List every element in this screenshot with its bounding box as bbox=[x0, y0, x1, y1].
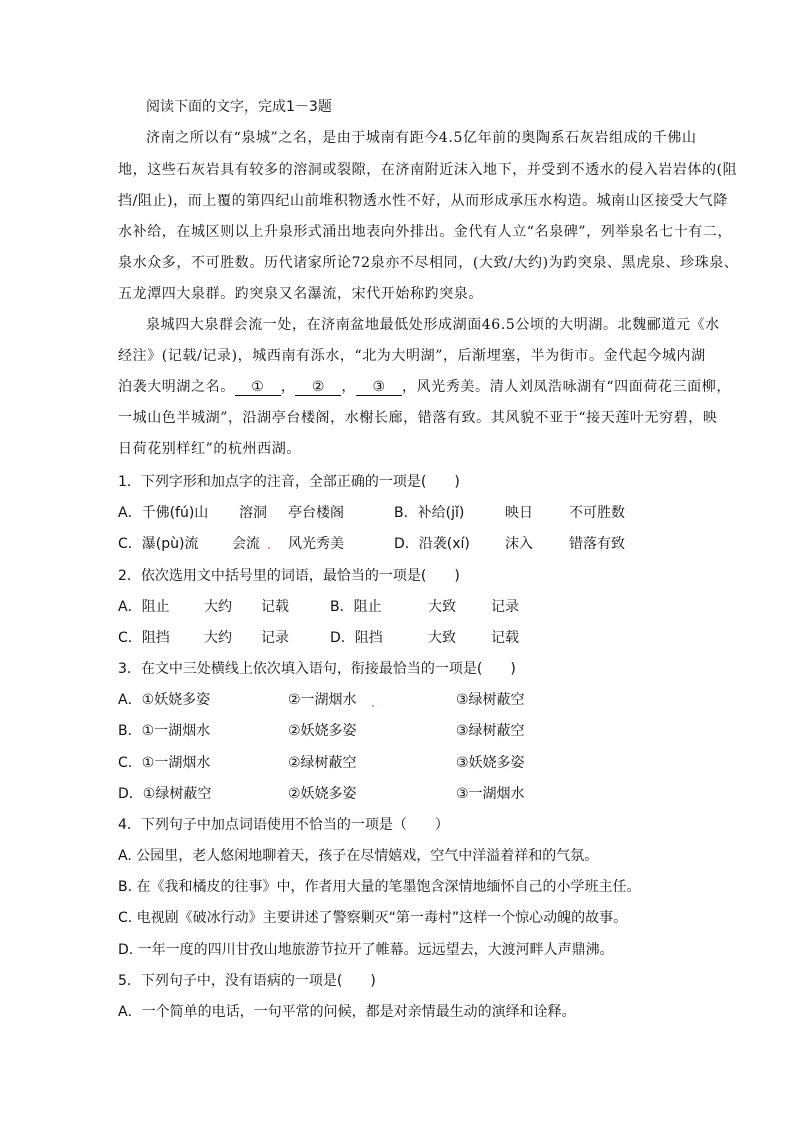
separator: ， bbox=[341, 379, 357, 395]
passage-line: 济南之所以有“泉城”之名，是由于城南有距今4.5亿年前的奥陶系石灰岩组成的千佛山 bbox=[146, 130, 697, 146]
passage-text: ，风光秀美。清人刘凤浩咏湖有“四面荷花三面柳， bbox=[402, 379, 731, 395]
q3-option-c-2: ②绿树蔽空 bbox=[288, 755, 357, 771]
emphasis-dot bbox=[372, 705, 374, 707]
blank-2: ② bbox=[295, 379, 341, 396]
passage-line: 挡/阻止)，而上覆的第四纪山前堆积物透水性不好，从而形成承压水构造。城南山区接受大气降 bbox=[118, 193, 728, 209]
passage-line: 日荷花别样红”的杭州西湖。 bbox=[118, 441, 301, 457]
q3-option-b-2: ②妖娆多姿 bbox=[288, 723, 357, 739]
q1-option-c-word: 会流 bbox=[232, 536, 260, 552]
q2-option-d: D．阻挡 bbox=[330, 630, 383, 646]
question-4-stem: 4．下列句子中加点词语使用不恰当的一项是（ ） bbox=[118, 817, 449, 833]
q1-option-a-word: 溶洞 bbox=[239, 505, 267, 521]
passage-line: 一城山色半城湖”，沿湖亭台楼阁，水榭长廊，错落有致。其风貌不亚于“接天莲叶无穷碧，映 bbox=[118, 410, 718, 426]
q1-option-b-word: 映日 bbox=[505, 505, 533, 521]
q2-option-a: A．阻止 bbox=[118, 599, 170, 615]
q2-option-d-word: 大致 bbox=[428, 630, 456, 646]
q4-option-a: A. 公园里，老人悠闲地聊着天，孩子在尽情嬉戏，空气中洋溢着祥和的气氛。 bbox=[118, 848, 599, 864]
q1-option-a: A．千佛(fú)山 bbox=[118, 505, 209, 521]
q2-option-d-word: 记载 bbox=[491, 630, 519, 646]
q2-option-a-word: 大约 bbox=[204, 599, 232, 615]
q3-option-d: D．①绿树蔽空 bbox=[118, 786, 212, 802]
passage-line: 泉水众多，不可胜数。历代诸家所论72泉亦不尽相同，(大致/大约)为趵突泉、黑虎泉、珍珠泉、 bbox=[118, 255, 739, 271]
q2-option-b-word: 大致 bbox=[428, 599, 456, 615]
q3-option-a-3: ③绿树蔽空 bbox=[456, 692, 525, 708]
q2-option-c-word: 大约 bbox=[204, 630, 232, 646]
q1-option-d: D．沿袭(xí) bbox=[394, 536, 470, 552]
q4-option-d: D. 一年一度的四川甘孜山地旅游节拉开了帷幕。远远望去，大渡河畔人声鼎沸。 bbox=[118, 942, 614, 958]
q1-option-b-word: 不可胜数 bbox=[569, 505, 625, 521]
q5-option-a: A．一个简单的电话，一句平常的问候，都是对亲情最生动的演绎和诠释。 bbox=[118, 1004, 576, 1020]
q1-option-b: B．补给(jǐ) bbox=[394, 505, 465, 521]
q3-option-c: C．①一湖烟水 bbox=[118, 755, 211, 771]
separator: ， bbox=[280, 379, 296, 395]
question-5-stem: 5．下列句子中，没有语病的一项是( ) bbox=[118, 973, 376, 989]
passage-line-with-blanks bbox=[118, 377, 731, 397]
passage-line: 地，这些石灰岩具有较多的溶洞或裂隙，在济南附近沫入地下，并受到不透水的侵入岩岩体的(阻 bbox=[118, 162, 738, 178]
passage-line: 泉城四大泉群会流一处，在济南盆地最低处形成湖面46.5公顷的大明湖。北魏郦道元《水 bbox=[146, 317, 720, 333]
blank-1: ① bbox=[235, 379, 281, 396]
q2-option-c: C．阻挡 bbox=[118, 630, 170, 646]
q1-option-a-word: 亭台楼阁 bbox=[288, 505, 344, 521]
q3-option-a-2: ②一湖烟水 bbox=[288, 692, 357, 708]
passage-text: 泊袭大明湖之名。 bbox=[118, 379, 235, 395]
question-3-stem: 3．在文中三处横线上依次填入语句，衔接最恰当的一项是( ) bbox=[118, 661, 516, 677]
q2-option-b: B．阻止 bbox=[330, 599, 382, 615]
q2-option-a-word: 记载 bbox=[261, 599, 289, 615]
passage-line: 经注》(记载/记录)，城西南有泺水，“北为大明湖”，后渐埋塞，半为街市。金代起今城内湖 bbox=[118, 348, 706, 364]
q3-option-d-3: ③一湖烟水 bbox=[456, 786, 525, 802]
question-1-stem: 1．下列字形和加点字的注音，全部正确的一项是( ) bbox=[118, 474, 460, 490]
q1-option-c: C．瀑(pù)流 bbox=[118, 536, 199, 552]
q3-option-b-3: ③绿树蔽空 bbox=[456, 723, 525, 739]
q1-option-c-word: 风光秀美 bbox=[288, 536, 344, 552]
q4-option-b: B. 在《我和橘皮的往事》中，作者用大量的笔墨饱含深情地缅怀自己的小学班主任。 bbox=[118, 879, 641, 895]
q2-option-b-word: 记录 bbox=[491, 599, 519, 615]
q2-option-c-word: 记录 bbox=[261, 630, 289, 646]
passage-line: 五龙潭四大泉群。趵突泉又名瀑流，宋代开始称趵突泉。 bbox=[118, 286, 483, 302]
q3-option-b: B．①一湖烟水 bbox=[118, 723, 211, 739]
q4-option-c: C. 电视剧《破冰行动》主要讲述了警察剿灭“第一毒村”这样一个惊心动魄的故事。 bbox=[118, 910, 628, 926]
q1-option-d-word: 沫入 bbox=[505, 536, 533, 552]
emphasis-dot bbox=[268, 547, 270, 549]
q3-option-a: A．①妖娆多姿 bbox=[118, 692, 211, 708]
passage-line: 水补给，在城区则以上升泉形式涌出地表向外排出。金代有人立“名泉碑”，列举泉名七十有二， bbox=[118, 224, 733, 240]
q3-option-c-3: ③妖娆多姿 bbox=[456, 755, 525, 771]
q1-option-d-word: 错落有致 bbox=[569, 536, 625, 552]
question-2-stem: 2．依次选用文中括号里的词语，最恰当的一项是( ) bbox=[118, 568, 460, 584]
blank-3: ③ bbox=[356, 379, 402, 396]
q3-option-d-2: ②妖娆多姿 bbox=[288, 786, 357, 802]
reading-instruction: 阅读下面的文字，完成1－3题 bbox=[146, 99, 332, 115]
